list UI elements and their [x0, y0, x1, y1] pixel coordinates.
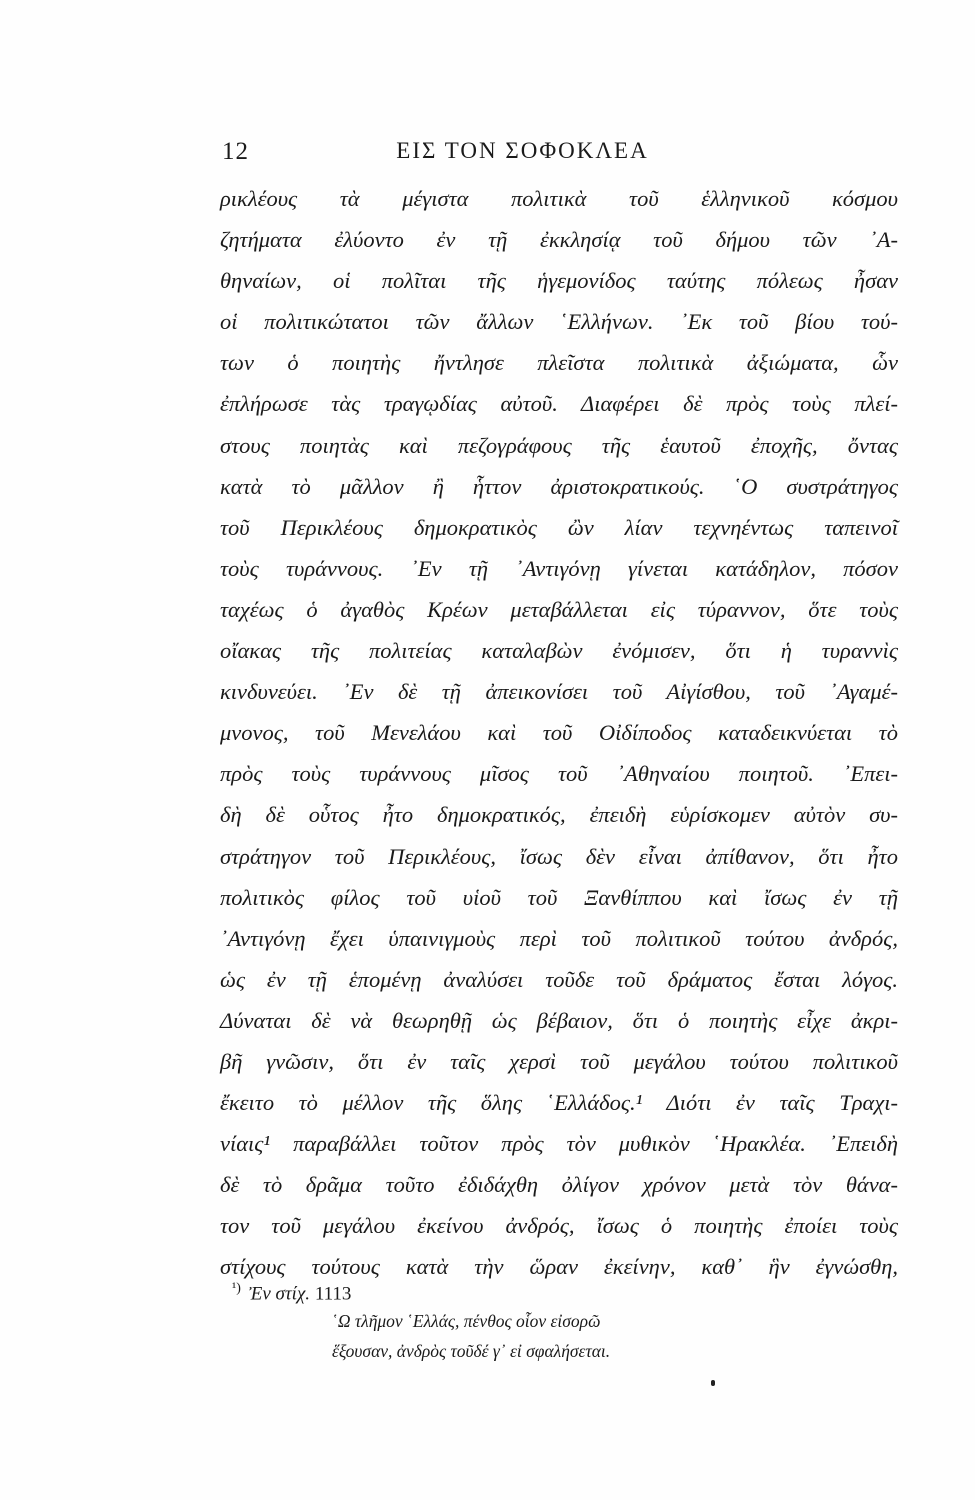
text-line: πρὸς τοὺς τυράννους μῖσος τοῦ ᾿Αθηναίου ποιητοῦ. ᾿Επει- — [220, 761, 898, 787]
text-line: ἐπλήρωσε τὰς τραγῳδίας αὐτοῦ. Διαφέρει δὲ πρὸς τοὺς πλεί- — [220, 391, 898, 417]
text-line: ρικλέους τὰ μέγιστα πολιτικὰ τοῦ ἑλληνικοῦ κόσμου — [220, 186, 898, 211]
text-line: στους ποιητὰς καὶ πεζογράφους τῆς ἑαυτοῦ ἐποχῆς, ὄντας — [220, 432, 898, 458]
text-line: ὡς ἐν τῇ ἑπομένῃ ἀναλύσει τοῦδε τοῦ δράματος ἔσται λόγος. — [220, 966, 898, 992]
text-line: τον τοῦ μεγάλου ἐκείνου ἀνδρός, ἴσως ὁ ποιητὴς ἐποίει τοὺς — [220, 1213, 898, 1239]
text-line: ἔκειτο τὸ μέλλον τῆς ὅλης ῾Ελλάδος.¹ Διότι ἐν ταῖς Τραχι- — [220, 1090, 898, 1116]
footnote-verse-line: ἕξουσαν, ἀνδρὸς τοῦδέ γ᾿ εἰ σφαλήσεται. — [332, 1341, 611, 1361]
text-line: στράτηγον τοῦ Περικλέους, ἴσως δὲν εἶναι ἀπίθανον, ὅτι ἦτο — [220, 843, 898, 869]
text-line: στίχους τούτους κατὰ τὴν ὥραν ἐκείνην, καθ᾿ ἣν ἐγνώσθη, — [220, 1254, 898, 1280]
text-line: δὲ τὸ δρᾶμα τοῦτο ἐδιδάχθη ὀλίγον χρόνον μετὰ τὸν θάνα- — [220, 1172, 898, 1198]
text-line: νίαις¹ παραβάλλει τοῦτον πρὸς τὸν μυθικὸν ῾Ηρακλέα. ᾿Επειδὴ — [220, 1131, 898, 1157]
footnote-verse-line: ῾Ω τλῆμον ῾Ελλάς, πένθος οἷον εἰσορῶ — [332, 1311, 601, 1331]
text-line: ζητήματα ἐλύοντο ἐν τῇ ἐκκλησίᾳ τοῦ δήμου τῶν ᾿Α- — [220, 227, 898, 253]
text-line: ᾿Αντιγόνῃ ἔχει ὑπαινιγμοὺς περὶ τοῦ πολιτικοῦ τούτου ἀνδρός, — [220, 925, 898, 951]
ink-speck — [711, 1380, 715, 1386]
text-line: τοὺς τυράννους. ᾿Εν τῇ ᾿Αντιγόνῃ γίνεται κατάδηλον, πόσον — [220, 555, 898, 581]
footnote-reference — [232, 1272, 792, 1306]
running-title: ΕΙΣ ΤΟΝ ΣΟΦΟΚΛΕΑ — [396, 138, 649, 163]
page-number: 12 — [222, 138, 249, 165]
text-line: οἴακας τῆς πολιτείας καταλαβὼν ἐνόμισεν, ὅτι ἡ τυραννὶς — [220, 638, 898, 664]
text-line: θηναίων, οἱ πολῖται τῆς ἡγεμονίδος ταύτης πόλεως ἦσαν — [220, 268, 898, 294]
text-line: πολιτικὸς φίλος τοῦ υἱοῦ τοῦ Ξανθίππου καὶ ἴσως ἐν τῇ — [220, 884, 898, 910]
footnote-mark: ¹) — [232, 1281, 241, 1296]
text-line: βῆ γνῶσιν, ὅτι ἐν ταῖς χερσὶ τοῦ μεγάλου τούτου πολιτικοῦ — [220, 1048, 898, 1074]
text-line: κατὰ τὸ μᾶλλον ἢ ἧττον ἀριστοκρατικούς. ῾Ο συστράτηγος — [220, 473, 898, 499]
footnote-ref-text: Ἐν στίχ. — [248, 1283, 311, 1305]
body-text — [220, 178, 898, 1288]
text-line: των ὁ ποιητὴς ἤντλησε πλεῖστα πολιτικὰ ἀξιώματα, ὧν — [220, 350, 898, 376]
footnote-line-number: 1113 — [314, 1283, 352, 1305]
text-line: Δύναται δὲ νὰ θεωρηθῇ ὡς βέβαιον, ὅτι ὁ ποιητὴς εἶχε ἀκρι- — [220, 1007, 898, 1033]
text-line: ταχέως ὁ ἀγαθὸς Κρέων μεταβάλλεται εἰς τύραννον, ὅτε τοὺς — [220, 596, 898, 622]
text-line: δὴ δὲ οὗτος ἦτο δημοκρατικός, ἐπειδὴ εὑρίσκομεν αὐτὸν συ- — [220, 802, 898, 828]
text-line: μνονος, τοῦ Μενελάου καὶ τοῦ Οἰδίποδος καταδεικνύεται τὸ — [220, 720, 898, 746]
footnote — [232, 1272, 792, 1366]
text-line: οἱ πολιτικώτατοι τῶν ἄλλων ῾Ελλήνων. ᾿Εκ τοῦ βίου τού- — [220, 309, 898, 335]
text-line: τοῦ Περικλέους δημοκρατικὸς ὢν λίαν τεχνηέντως ταπεινοῖ — [220, 514, 898, 540]
text-line: κινδυνεύει. ᾿Εν δὲ τῇ ἀπεικονίσει τοῦ Αἰγίσθου, τοῦ ᾿Αγαμέ- — [220, 679, 898, 705]
